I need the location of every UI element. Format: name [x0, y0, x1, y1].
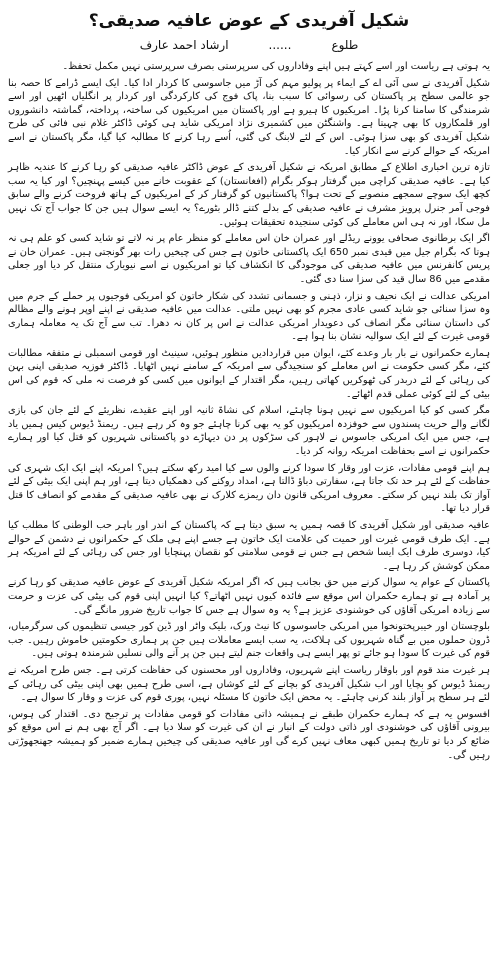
paragraph: ہمارے حکمرانوں نے بار بار وعدے کئے، ایوان میں قراردادیں منظور ہوئیں، سینیٹ اور قومی اسمبلی نے متفقہ مطالبات کئے، مگر کسی حکومت نے اس معاملے کو سنجیدگی سے امریکہ کے سامنے نہیں اٹھایا۔ ڈاکٹر فوزیہ صدیقی اپنی بہن کی رہائی کے لئے دربدر کی ٹھوکریں کھاتی رہیں، مگر اقتدار کے ایوانوں میں کسی کو فرصت نہ ملی کہ قوم کی اس بیٹی کے لئے کوئی عملی قدم اٹھائے۔ — [8, 347, 490, 400]
paragraph: یہ ہوتی ہے ریاست اور اسے کہتے ہیں اپنے وفاداروں کی سرپرستی بصرف سرپرستی نہیں مکمل تحفظ۔ — [62, 61, 490, 72]
paragraph: شکیل آفریدی نے سی آئی اے کے ایماء پر پولیو مہم کی آڑ میں جاسوسی کا کردار ادا کیا۔ ایک ایسے ڈرامے کا حصہ بنا جو عالمی سطح پر پاکستان کی رسوائی کا سبب بنا، پاک فوج کی کارکردگی اور کردار پر انگلیاں اٹھیں اور اسے شرمندگی کا سامنا کرنا پڑا۔ امریکیوں کا ہیرو ہے اور پاکستان میں امریکیوں کی ساختہ، پرداختہ، گماشتہ دانشوروں اور قلمکاروں کا بھی چہیتا ہے۔ واشنگٹن میں کشمیری نژاد امریکی شاید ہی کوئی ڈاکٹر غلام نبی فائی کی طرح شکیل آفریدی کو بھی سزا ہوئی۔ اس کے لئے لابنگ کی گئی، اُسے رہا کرنے کا مطالبہ کیا گیا، مگر پاکستان نے اسے امریکہ کے حوالے کرنے سے انکار کیا۔ — [8, 77, 490, 157]
paragraph: بلوچستان اور خیبرپختونخوا میں امریکی جاسوسوں کا نیٹ ورک، بلیک واٹر اور ڈین کور جیسی تنظیموں کی سرگرمیاں، ڈرون حملوں میں بے گناہ شہریوں کی ہلاکت، یہ سب ایسے معاملات ہیں جن پر ہماری حکومتیں خاموش رہیں۔ جب قوم کی غیرت کا سودا ہو جائے تو پھر ایسے ہی واقعات جنم لیتے ہیں جن پر آنے والی نسلیں شرمندہ ہوتی ہیں۔ — [8, 621, 490, 660]
paragraph: ہر غیرت مند قوم اور باوقار ریاست اپنے شہریوں، وفاداروں اور محسنوں کی حفاظت کرتی ہے۔ جس طرح امریکہ نے ریمنڈ ڈیوس کو بچایا اور اب شکیل آفریدی کو بچانے کے لئے کوشاں ہے، اسی طرح ہمیں بھی اپنی بیٹی کی رہائی کے لئے ہر سطح پر آواز بلند کرنی چاہئے۔ یہ محض ایک خاتون کا مسئلہ نہیں، پوری قوم کی عزت و وقار کا سوال ہے۔ — [8, 664, 490, 704]
paragraph: تازہ ترین اخباری اطلاع کے مطابق امریکہ نے شکیل آفریدی کے عوض ڈاکٹر عافیہ صدیقی کو رہا کرنے کا عندیہ ظاہر کیا ہے۔ عافیہ صدیقی کراچی میں گرفتار ہوکر بگرام (افغانستان) کے عقوبت خانے میں کیسے پہنچیں؟ اور کیا یہ سب کچھ ایک سوچے سمجھے منصوبے کے تحت ہوا؟ پاکستانیوں کو گرفتار کر کے امریکیوں کے ہاتھ فروخت کرنے والے سابق فوجی آمر جنرل پرویز مشرف نے عافیہ صدیقی کے بدلے کتنے ڈالر بٹورے؟ یہ ایسے سوال ہیں جن کا جواب آج تک نہیں مل سکا، اور نہ ہی اس معاملے کی کوئی سنجیدہ تحقیقات ہوئیں۔ — [8, 162, 490, 228]
paragraph: امریکی عدالت نے ایک نحیف و نزار، ذہنی و جسمانی تشدد کی شکار خاتون کو امریکی فوجیوں پر حملے کے جرم میں وہ سزا سنائی جو شاید کسی عادی مجرم کو بھی نہیں ملتی۔ عدالت میں عافیہ صدیقی نے اپنے اوپر ہونے والے مظالم کی داستان سنائی مگر انصاف کی دعویدار امریکی عدالت نے اس پر کان نہ دھرا۔ تب سے آج تک یہ معاملہ ہماری قومی غیرت کے لئے ایک سوالیہ نشان بنا ہوا ہے۔ — [8, 290, 490, 343]
paragraph: ہم اپنے قومی مفادات، عزت اور وقار کا سودا کرنے والوں سے کیا امید رکھ سکتے ہیں؟ امریکہ اپنے ایک ایک شہری کی حفاظت کے لئے ہر حد تک جاتا ہے، سفارتی دباؤ ڈالتا ہے، امداد روکنے کی دھمکیاں دیتا ہے، اور ہم اپنی ایک بیٹی کے لئے آواز تک بلند نہیں کر سکتے۔ معروف امریکی قانون دان ریمزے کلارک نے بھی عافیہ صدیقی کے مقدمے کو انصاف کا قتل قرار دیا تھا۔ — [8, 462, 490, 515]
byline-separator: ...... — [268, 38, 292, 52]
article-body — [8, 60, 490, 762]
paragraph: پاکستان کے عوام یہ سوال کرنے میں حق بجانب ہیں کہ اگر امریکہ شکیل آفریدی کے عوض عافیہ صدیقی کو رہا کرنے پر آمادہ ہے تو ہمارے حکمران اس موقع سے فائدہ کیوں نہیں اٹھاتے؟ کیا انہیں اپنی قوم کی بیٹی کی عزت و حرمت سے زیادہ امریکی آقاؤں کی خوشنودی عزیز ہے؟ یہ وہ سوال ہے جس کا جواب تاریخ ضرور مانگے گی۔ — [8, 577, 490, 616]
author-name: ارشاد احمد عارف — [139, 38, 229, 52]
byline — [8, 36, 490, 54]
paragraph: عافیہ صدیقی اور شکیل آفریدی کا قصہ ہمیں یہ سبق دیتا ہے کہ پاکستان کے اندر اور باہر حب الوطنی کا مطلب کیا ہے۔ ایک طرف قومی غیرت اور حمیت کی علامت ایک خاتون ہے جسے اپنے ہی ملک کے حکمرانوں نے دشمن کے حوالے کیا، دوسری طرف ایک ایسا شخص ہے جس نے قومی سلامتی کو نقصان پہنچایا اور جس کی رہائی کے لئے امریکہ ہر ممکن کوشش کر رہا ہے۔ — [8, 520, 490, 572]
paragraph: مگر کسی کو کیا امریکیوں سے نہیں ہونا چاہئے، اسلام کی نشاۃ ثانیہ اور اپنے عقیدے، نظریئے کے لئے جان کی بازی لگانے والے حریت پسندوں سے خوفزدہ امریکیوں کو یہ بھی کرنا چاہئے جو وہ کر رہے ہیں۔ ریمنڈ ڈیوس کیس ہمیں یاد ہے، جس میں ایک امریکی جاسوس نے لاہور کی سڑکوں پر دن دیہاڑے دو پاکستانی شہریوں کو قتل کیا اور ہمارے حکمرانوں نے اسے بحفاظت امریکہ روانہ کر دیا۔ — [8, 405, 490, 458]
paragraph: اگر ایک برطانوی صحافی یوونے ریڈلے اور عمران خان اس معاملے کو منظر عام پر نہ لاتے تو شاید کسی کو علم ہی نہ ہوتا کہ بگرام جیل میں قیدی نمبر 650 ایک پاکستانی خاتون ہے جس کی چیخیں رات بھر گونجتی ہیں۔ عمران خان نے پریس کانفرنس میں عافیہ صدیقی کی موجودگی کا انکشاف کیا تو امریکیوں نے اسے نیویارک منتقل کر دیا اور جعلی مقدمے میں 86 سال قید کی سزا سنا دی گئی۔ — [8, 233, 491, 285]
paragraph: افسوس یہ ہے کہ ہمارے حکمران طبقے نے ہمیشہ ذاتی مفادات کو قومی مفادات پر ترجیح دی۔ اقتدار کی ہوس، بیرونی آقاؤں کی خوشنودی اور ذاتی دولت کے انبار نے ان کی غیرت کو سلا دیا ہے۔ اگر آج بھی ہم نے اس موقع کو ضائع کر دیا تو تاریخ ہمیں کبھی معاف نہیں کرے گی اور عافیہ صدیقی کی چیخیں ہمارے ضمیر کو ہمیشہ جھنجھوڑتی رہیں گی۔ — [8, 708, 490, 761]
article-title: شکیل آفریدی کے عوض عافیہ صدیقی؟ — [88, 11, 410, 31]
column-name: طلوع — [331, 38, 359, 52]
